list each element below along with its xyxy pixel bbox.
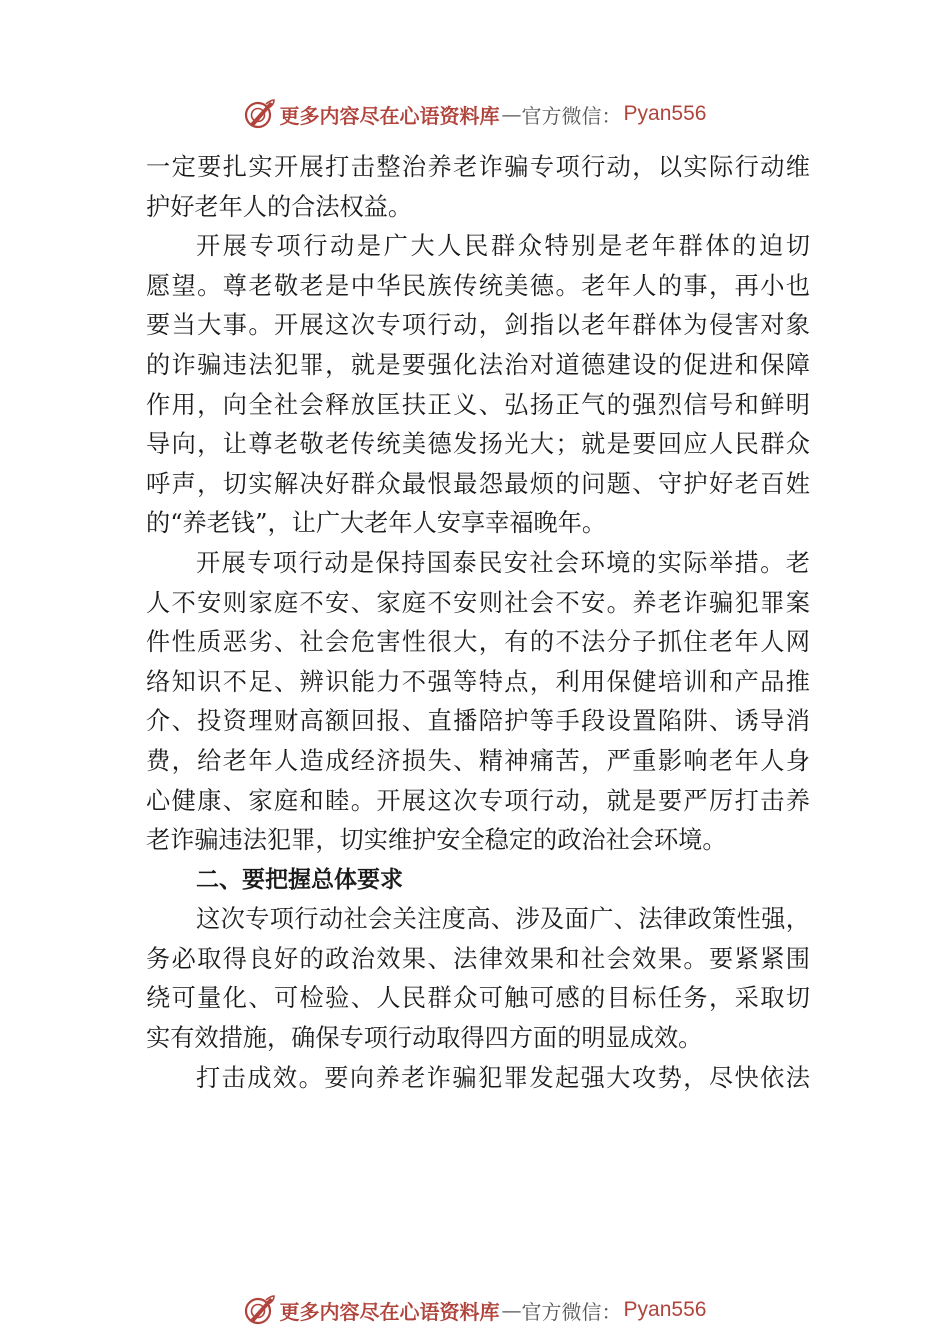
- paragraph: [146, 1059, 810, 1099]
- wechat-account: Pyan556: [623, 102, 707, 125]
- wechat-account: Pyan556: [623, 1298, 707, 1321]
- text-line: 作用，向全社会释放匡扶正义、弘扬正气的强烈信号和鲜明: [146, 390, 810, 419]
- text-line: 打击成效。要向养老诈骗犯罪发起强大攻势，尽快依法: [196, 1063, 810, 1092]
- text-line: 件性质恶劣、社会危害性很大，有的不法分子抓住老年人网: [146, 628, 810, 657]
- text-line: 心健康、家庭和睦。开展这次专项行动，就是要严厉打击养: [146, 786, 810, 815]
- document-body: [146, 148, 810, 1098]
- quill-logo-icon: [244, 1294, 276, 1326]
- text-line: 要当大事。开展这次专项行动，剑指以老年群体为侵害对象: [146, 311, 810, 340]
- text-line: 呼声，切实解决好群众最恨最怨最烦的问题、守护好老百姓: [146, 469, 810, 498]
- section-heading: 二、要把握总体要求: [196, 866, 403, 893]
- text-line: 愿望。尊老敬老是中华民族传统美德。老年人的事，再小也: [146, 271, 810, 300]
- banner-separator: —: [501, 102, 522, 126]
- text-line: 的“养老钱”，让广大老年人安享幸福晚年。: [146, 509, 607, 538]
- text-line: 络知识不足、辨识能力不强等特点，利用保健培训和产品推: [146, 667, 810, 696]
- wechat-label: 官方微信：: [521, 1299, 622, 1324]
- text-line: 护好老年人的合法权益。: [146, 192, 413, 221]
- paragraph: [146, 544, 810, 861]
- brand-name: 更多内容尽在心语资料库: [279, 103, 500, 128]
- text-line: 实有效措施，确保专项行动取得四方面的明显成效。: [146, 1024, 703, 1053]
- text-line: 介、投资理财高额回报、直播陪护等手段设置陷阱、诱导消: [146, 707, 810, 736]
- text-line: 人不安则家庭不安、家庭不安则社会不安。养老诈骗犯罪案: [146, 588, 810, 617]
- brand-name: 更多内容尽在心语资料库: [279, 1299, 500, 1324]
- text-line: 一定要扎实开展打击整治养老诈骗专项行动，以实际行动维: [146, 153, 810, 181]
- footer-banner: [0, 1288, 950, 1332]
- text-line: 开展专项行动是保持国泰民安社会环境的实际举措。老: [196, 548, 810, 577]
- text-line: 导向，让尊老敬老传统美德发扬光大；就是要回应人民群众: [146, 430, 810, 459]
- banner-separator: —: [501, 1298, 522, 1322]
- text-line: 的诈骗违法犯罪，就是要强化法治对道德建设的促进和保障: [146, 350, 810, 379]
- paragraph: [146, 148, 810, 227]
- wechat-label: 官方微信：: [521, 103, 622, 128]
- text-line: 开展专项行动是广大人民群众特别是老年群体的迫切: [196, 232, 810, 261]
- header-banner: [0, 92, 950, 136]
- text-line: 绕可量化、可检验、人民群众可触可感的目标任务，采取切: [146, 984, 810, 1013]
- quill-logo-icon: [244, 98, 276, 130]
- text-line: 这次专项行动社会关注度高、涉及面广、法律政策性强，: [196, 905, 810, 934]
- text-line: 务必取得良好的政治效果、法律效果和社会效果。要紧紧围: [146, 944, 810, 973]
- paragraph: [146, 900, 810, 1058]
- paragraph: [146, 227, 810, 544]
- text-line: 费，给老年人造成经济损失、精神痛苦，严重影响老年人身: [146, 746, 810, 775]
- text-line: 老诈骗违法犯罪，切实维护安全稳定的政治社会环境。: [146, 826, 727, 855]
